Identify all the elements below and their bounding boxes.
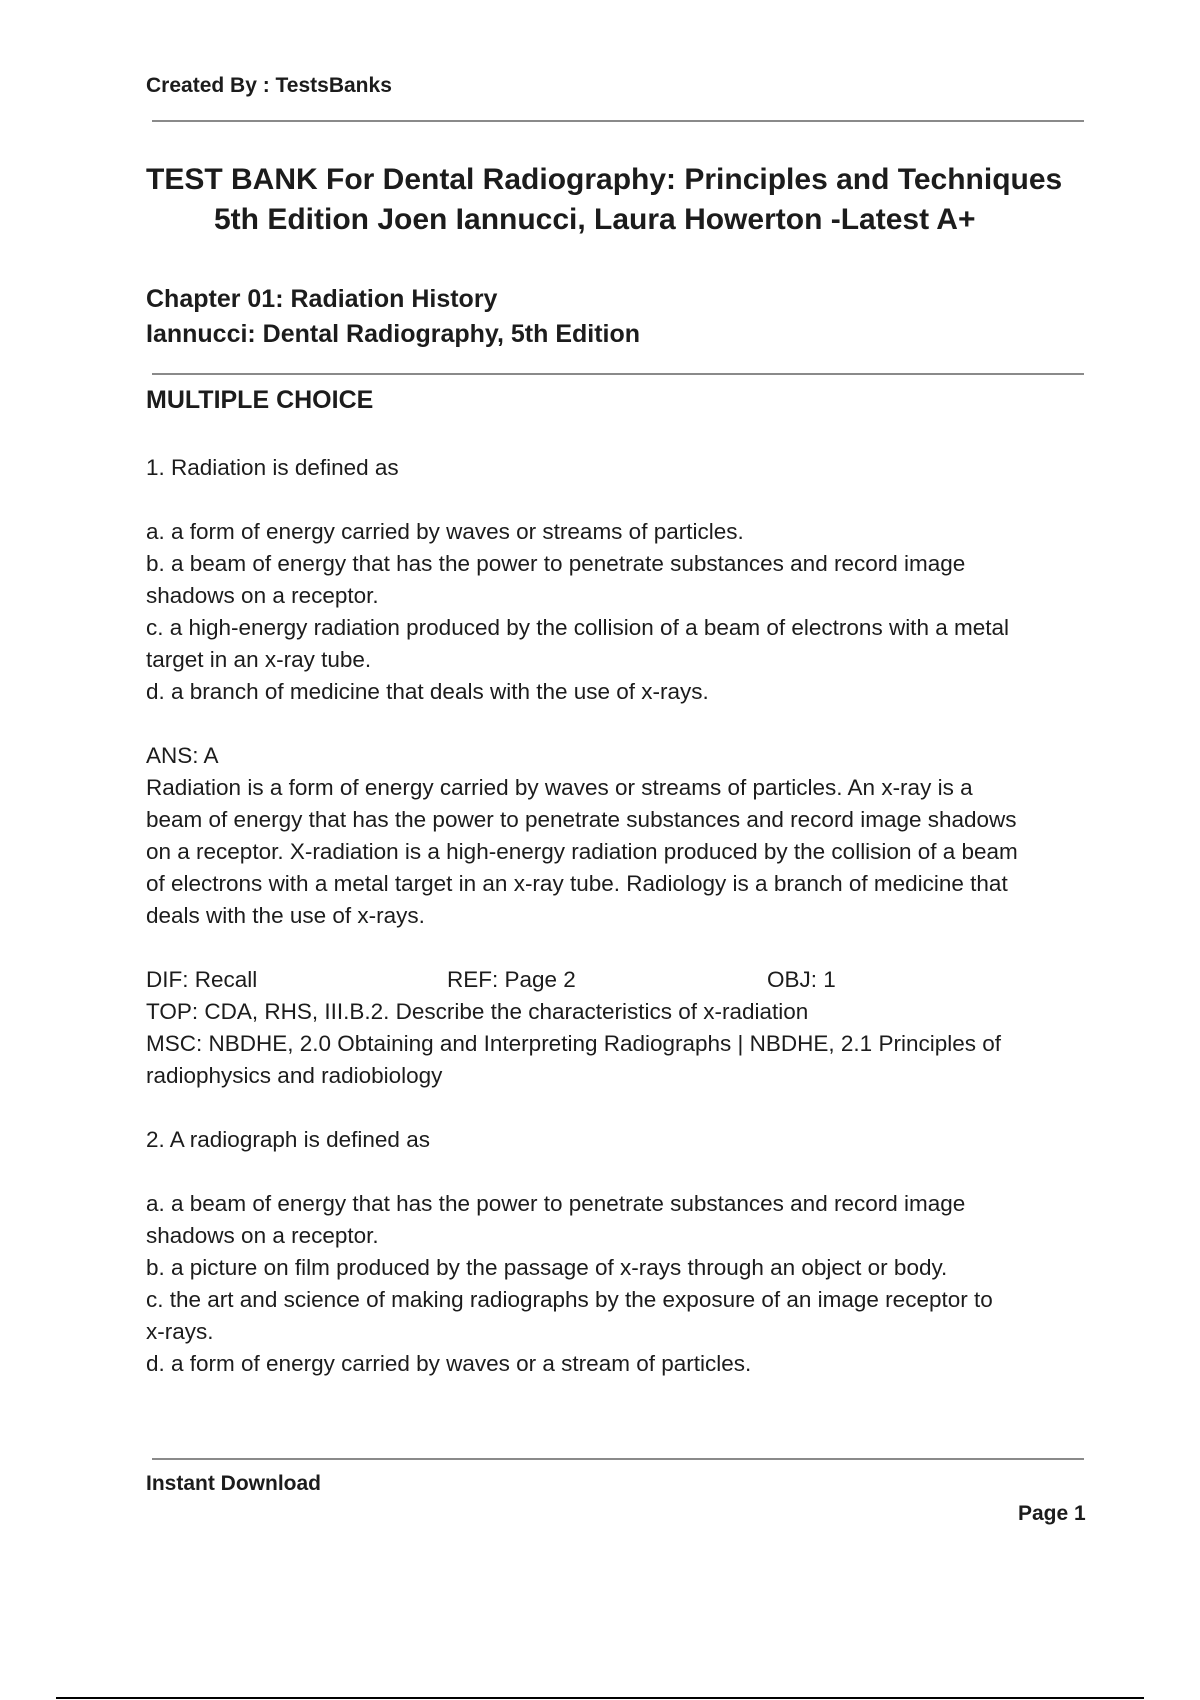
chapter-source: Iannucci: Dental Radiography, 5th Edition — [146, 320, 641, 348]
title-line-2: 5th Edition Joen Iannucci, Laura Howerton -Latest A+ — [214, 203, 976, 236]
question-2-stem: 2. A radiograph is defined as — [146, 1127, 430, 1152]
option-text: d. a branch of medicine that deals with the use of x-rays. — [146, 679, 709, 704]
chapter-title: Chapter 01: Radiation History — [146, 285, 498, 313]
question-1-stem: 1. Radiation is defined as — [146, 455, 399, 480]
created-by-label: Created By : TestsBanks — [146, 74, 392, 97]
footer-divider — [152, 1458, 1084, 1460]
answer-key: ANS: A — [146, 743, 219, 768]
rationale-line: on a receptor. X-radiation is a high-energy radiation produced by the collision of a beam — [146, 839, 1018, 864]
header-divider — [152, 120, 1084, 122]
question-1-metadata — [146, 996, 1086, 1092]
option-text: a. a form of energy carried by waves or streams of particles. — [146, 519, 744, 544]
option-text: shadows on a receptor. — [146, 583, 379, 608]
question-1-ref: REF: Page 2 — [447, 967, 576, 992]
rationale-line: Radiation is a form of energy carried by waves or streams of particles. An x-ray is a — [146, 775, 973, 800]
question-2-options — [146, 1188, 1086, 1380]
footer-note: Instant Download — [146, 1472, 321, 1495]
chapter-heading — [146, 282, 640, 352]
question-1-obj: OBJ: 1 — [767, 967, 836, 992]
option-text: a. a beam of energy that has the power to penetrate substances and record image — [146, 1191, 966, 1216]
document-title — [146, 160, 1086, 240]
rationale-line: deals with the use of x-rays. — [146, 903, 425, 928]
page-number: Page 1 — [1018, 1502, 1086, 1525]
question-1-answer-block — [146, 740, 1086, 932]
page-bottom-edge — [56, 1697, 1144, 1699]
option-text: target in an x-ray tube. — [146, 647, 372, 672]
option-text: shadows on a receptor. — [146, 1223, 379, 1248]
title-line-1: TEST BANK For Dental Radiography: Principles and Techniques — [146, 163, 1063, 196]
section-heading: MULTIPLE CHOICE — [146, 386, 374, 414]
option-text: b. a beam of energy that has the power to penetrate substances and record image — [146, 551, 966, 576]
option-text: c. the art and science of making radiographs by the exposure of an image receptor to — [146, 1287, 993, 1312]
msc-line: radiophysics and radiobiology — [146, 1063, 443, 1088]
chapter-divider — [152, 373, 1084, 375]
question-1-options — [146, 516, 1086, 708]
topic-line: TOP: CDA, RHS, III.B.2. Describe the characteristics of x-radiation — [146, 999, 809, 1024]
option-text: c. a high-energy radiation produced by the collision of a beam of electrons with a metal — [146, 615, 1009, 640]
rationale-line: of electrons with a metal target in an x-ray tube. Radiology is a branch of medicine that — [146, 871, 1008, 896]
option-text: b. a picture on film produced by the passage of x-rays through an object or body. — [146, 1255, 948, 1280]
option-text: x-rays. — [146, 1319, 214, 1344]
rationale-line: beam of energy that has the power to penetrate substances and record image shadows — [146, 807, 1017, 832]
msc-line: MSC: NBDHE, 2.0 Obtaining and Interpreting Radiographs | NBDHE, 2.1 Principles of — [146, 1031, 1001, 1056]
question-1-dif: DIF: Recall — [146, 967, 258, 992]
option-text: d. a form of energy carried by waves or a stream of particles. — [146, 1351, 752, 1376]
